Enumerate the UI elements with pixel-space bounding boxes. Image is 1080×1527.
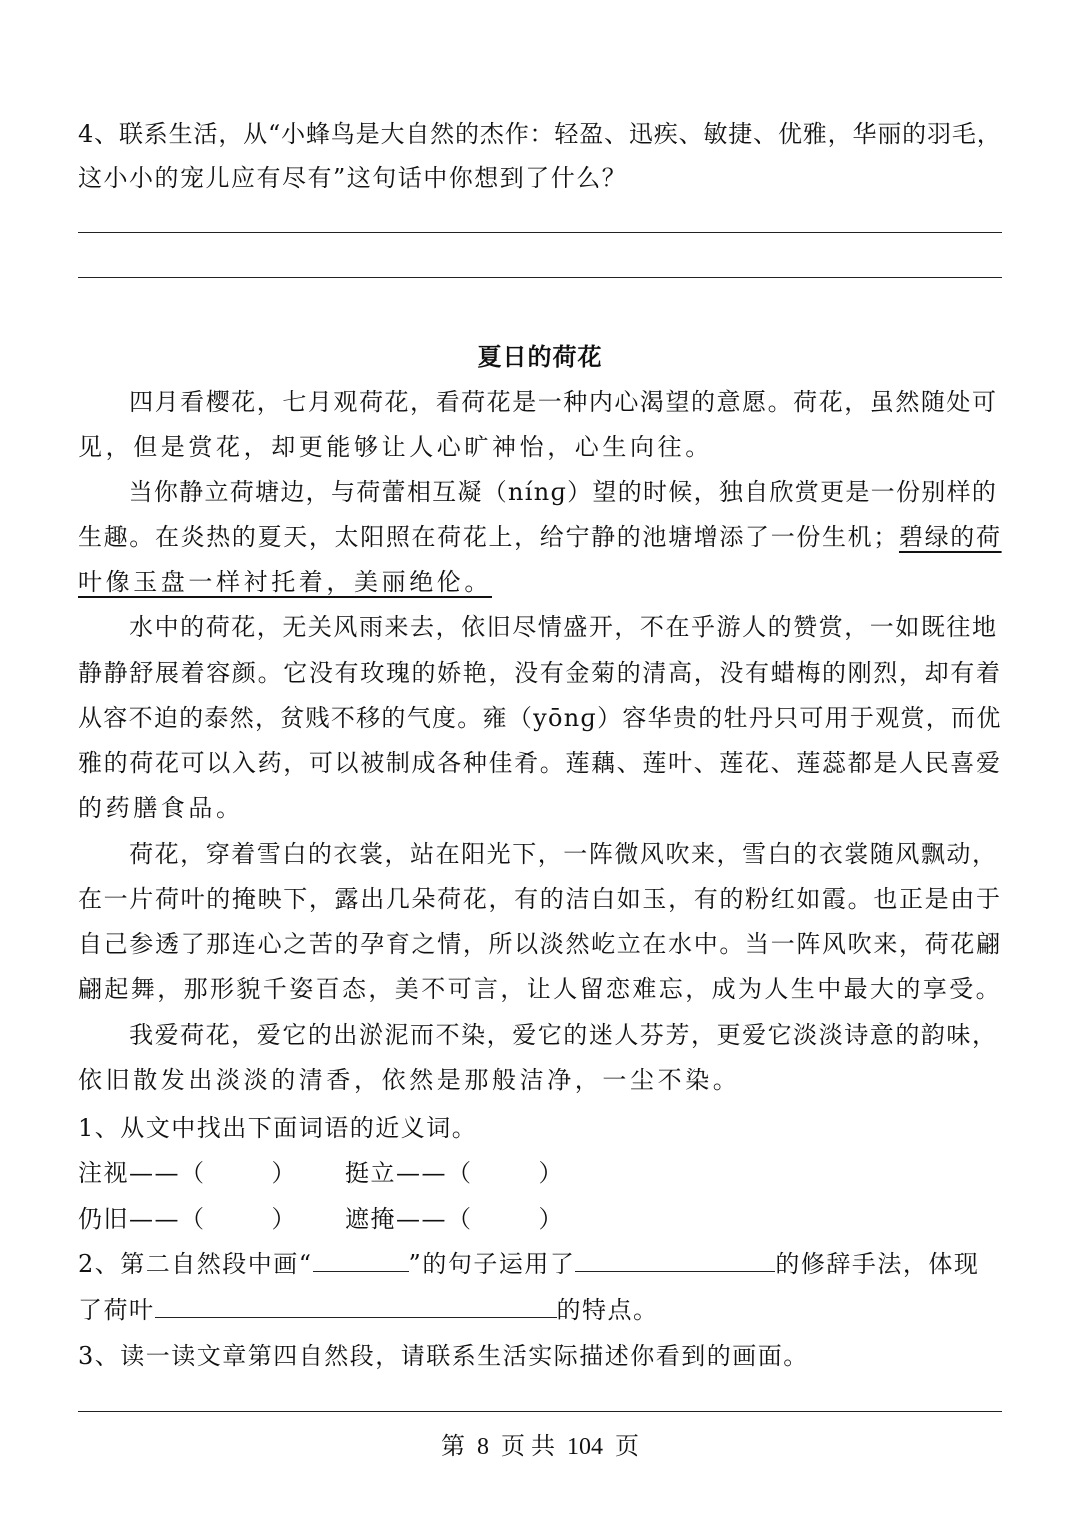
answer-line [78, 277, 1002, 278]
question-2-line-2: 了荷叶 的特点。 [78, 1296, 659, 1324]
paragraph-3-line: 的药膳食品。 [78, 794, 244, 822]
synonym-item: 遮掩——（ ） [345, 1205, 564, 1233]
synonym-item: 注视——（ ） [78, 1159, 297, 1187]
synonym-word: 注视——（ [78, 1159, 206, 1187]
answer-blank[interactable] [575, 1249, 775, 1272]
paragraph-1-line: 四月看樱花，七月观荷花，看荷花是一种内心渴望的意愿。荷花，虽然随处可 [78, 388, 998, 416]
paragraph-5-line: 我爱荷花，爱它的出淤泥而不染，爱它的迷人芬芳，更爱它淡淡诗意的韵味， [78, 1021, 998, 1049]
total-pages: 104 [567, 1434, 603, 1460]
paragraph-2-line [78, 566, 492, 598]
synonym-word: 遮掩——（ [345, 1205, 473, 1233]
paragraph-2-line [78, 521, 1002, 553]
paragraph-4-line: 翩起舞，那形貌千姿百态，美不可言，让人留恋难忘，成为人生中最大的享受。 [78, 975, 1002, 1003]
answer-blank[interactable] [313, 1249, 409, 1272]
paragraph-2-line: 当你静立荷塘边，与荷蕾相互凝（nínɡ）望的时候，独自欣赏更是一份别样的 [78, 478, 998, 506]
page-number: 8 [477, 1434, 489, 1460]
underlined-sentence: 碧绿的荷 [898, 523, 1002, 551]
paragraph-3-line: 从容不迫的泰然，贫贱不移的气度。雍（yōnɡ）容华贵的牡丹只可用于观赏，而优 [78, 704, 1002, 732]
passage-title: 夏日的荷花 [477, 343, 603, 371]
paragraph-5-line: 依旧散发出淡淡的清香，依然是那般洁净，一尘不染。 [78, 1066, 741, 1094]
paragraph-4-line: 在一片荷叶的掩映下，露出几朵荷花，有的洁白如玉，有的粉红如霞。也正是由于 [78, 885, 1002, 913]
paragraph-4-line: 荷花，穿着雪白的衣裳，站在阳光下，一阵微风吹来，雪白的衣裳随风飘动， [78, 840, 998, 868]
question-2-line-1: 2、第二自然段中画“ ”的句子运用了 的修辞手法，体现 [78, 1250, 980, 1278]
synonym-item: 仍旧——（ ） [78, 1205, 297, 1233]
paragraph-3-line: 水中的荷花，无关风雨来去，依旧尽情盛开，不在乎游人的赞赏，一如既往地 [78, 613, 998, 641]
question-1: 1、从文中找出下面词语的近义词。 [78, 1114, 478, 1142]
page-footer: 第 8 页 共 104 页 [441, 1434, 639, 1460]
synonym-word: 挺立——（ [345, 1159, 473, 1187]
synonym-item: 挺立——（ ） [345, 1159, 564, 1187]
paragraph-3-line: 静静舒展着容颜。它没有玫瑰的娇艳，没有金菊的清高，没有蜡梅的刚烈，却有着 [78, 659, 1002, 687]
paragraph-1-line: 见，但是赏花，却更能够让人心旷神怡，心生向往。 [78, 433, 713, 461]
synonym-word: 仍旧——（ [78, 1205, 206, 1233]
question-4-line-2: 这小小的宠儿应有尽有”这句话中你想到了什么？ [78, 164, 628, 192]
underlined-sentence: 叶像玉盘一样衬托着，美丽绝伦。 [78, 568, 492, 596]
paragraph-4-line: 自己参透了那连心之苦的孕育之情，所以淡然屹立在水中。当一阵风吹来，荷花翩 [78, 930, 1002, 958]
answer-line [78, 232, 1002, 233]
answer-blank[interactable] [155, 1295, 557, 1318]
paragraph-3-line: 雅的荷花可以入药，可以被制成各种佳肴。莲藕、莲叶、莲花、莲蕊都是人民喜爱 [78, 749, 1002, 777]
answer-line [78, 1411, 1002, 1412]
question-4-line-1: 4、联系生活，从“小蜂鸟是大自然的杰作：轻盈、迅疾、敏捷、优雅，华丽的羽毛， [78, 120, 1002, 148]
paragraph-2-text: 生趣。在炎热的夏天，太阳照在荷花上，给宁静的池塘增添了一份生机； [78, 523, 899, 551]
question-3: 3、读一读文章第四自然段，请联系生活实际描述你看到的画面。 [78, 1342, 809, 1370]
